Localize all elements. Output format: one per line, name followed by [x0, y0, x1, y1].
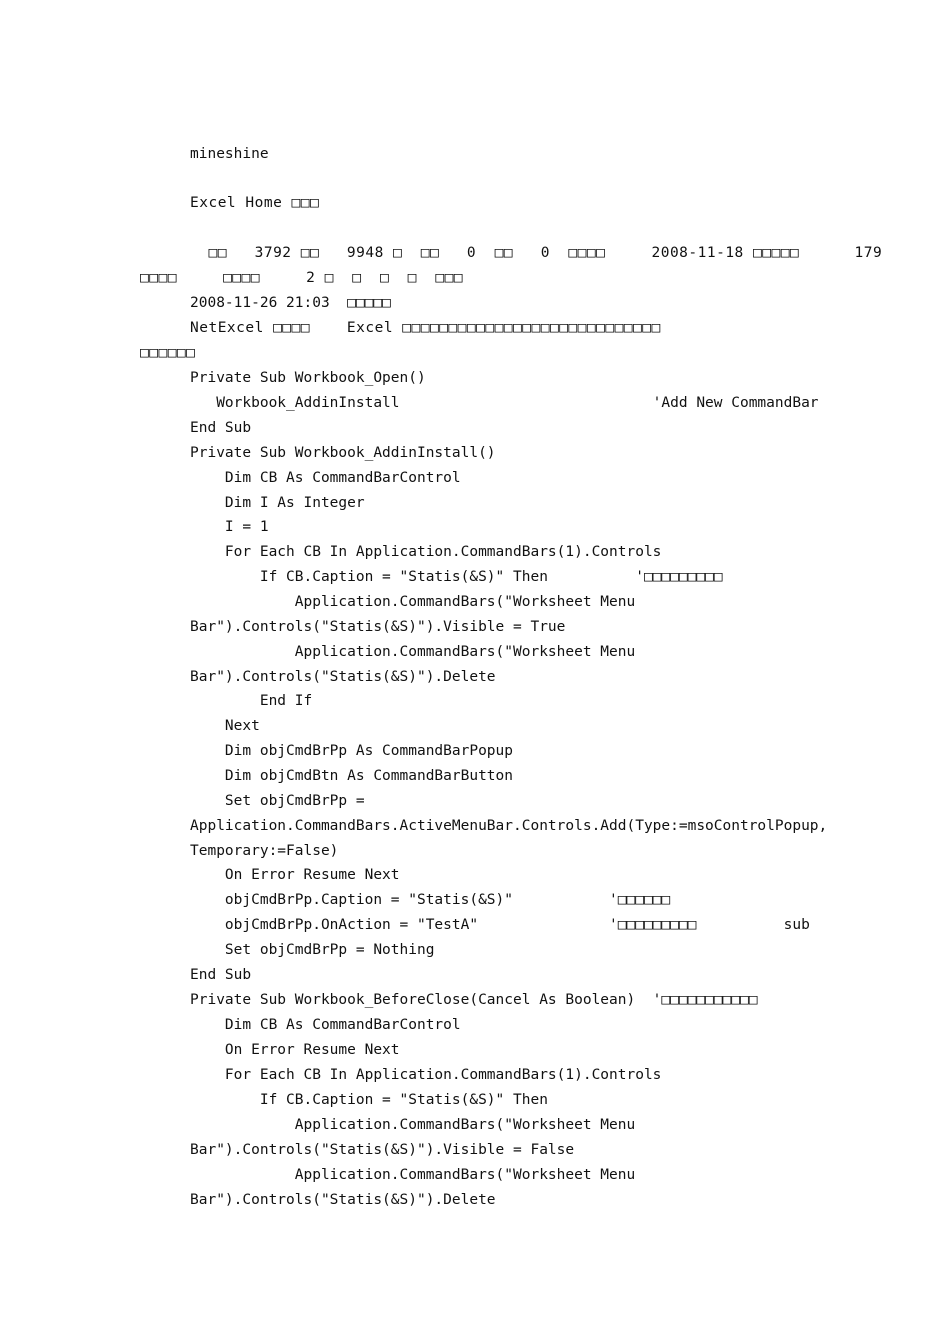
- code-line: Bar").Controls("Statis(&S)").Visible = True: [190, 619, 566, 635]
- code-line: Set objCmdBrPp =: [190, 793, 365, 809]
- code-line: Dim I As Integer: [190, 495, 365, 511]
- code-line: For Each CB In Application.CommandBars(1).Controls: [190, 544, 662, 560]
- post-timestamp: 2008-11-26 21:03 □□□□□: [190, 295, 391, 311]
- code-line: Bar").Controls("Statis(&S)").Delete: [190, 1192, 496, 1208]
- code-line: Dim CB As CommandBarControl: [190, 1017, 461, 1033]
- code-line: Private Sub Workbook_Open(): [190, 370, 426, 386]
- user-stats-line-1: □□ 3792 □□ 9948 □ □□ 0 □□ 0 □□□□ 2008-11-18 □□□□□ 179: [190, 245, 883, 261]
- code-line: Bar").Controls("Statis(&S)").Visible = False: [190, 1142, 575, 1158]
- code-line: Application.CommandBars("Worksheet Menu: [190, 1167, 636, 1183]
- code-line: Dim objCmdBtn As CommandBarButton: [190, 768, 514, 784]
- code-line: Application.CommandBars.ActiveMenuBar.Controls.Add(Type:=msoControlPopup,: [190, 818, 828, 834]
- code-line: If CB.Caption = "Statis(&S)" Then: [190, 1092, 548, 1108]
- code-line: Bar").Controls("Statis(&S)").Delete: [190, 669, 496, 685]
- code-line: For Each CB In Application.CommandBars(1).Controls: [190, 1067, 662, 1083]
- code-line: Dim objCmdBrPp As CommandBarPopup: [190, 743, 514, 759]
- code-line: End Sub: [190, 420, 252, 436]
- forum-name: Excel Home □□□: [190, 195, 320, 211]
- code-line: If CB.Caption = "Statis(&S)" Then '□□□□□□□□□: [190, 569, 723, 585]
- code-line: End If: [190, 693, 313, 709]
- code-line: Set objCmdBrPp = Nothing: [190, 942, 435, 958]
- author-name: mineshine: [190, 146, 269, 162]
- code-line: Workbook_AddinInstall 'Add New CommandBar: [190, 395, 819, 411]
- code-line: Application.CommandBars("Worksheet Menu: [190, 1117, 636, 1133]
- code-line: objCmdBrPp.Caption = "Statis(&S)" '□□□□□□: [190, 892, 671, 908]
- code-line: On Error Resume Next: [190, 867, 400, 883]
- intro-line-1: NetExcel □□□□ Excel □□□□□□□□□□□□□□□□□□□□□□□□□□□□: [190, 320, 661, 336]
- code-line: On Error Resume Next: [190, 1042, 400, 1058]
- code-line: Private Sub Workbook_AddinInstall(): [190, 445, 496, 461]
- code-line: Private Sub Workbook_BeforeClose(Cancel As Boolean) '□□□□□□□□□□□: [190, 992, 758, 1008]
- code-line: Dim CB As CommandBarControl: [190, 470, 461, 486]
- code-line: End Sub: [190, 967, 252, 983]
- code-line: Temporary:=False): [190, 843, 339, 859]
- intro-line-2: □□□□□□: [140, 345, 196, 361]
- code-line: Application.CommandBars("Worksheet Menu: [190, 594, 636, 610]
- code-line: objCmdBrPp.OnAction = "TestA" '□□□□□□□□□ sub: [190, 917, 810, 933]
- code-line: I = 1: [190, 519, 269, 535]
- code-line: Application.CommandBars("Worksheet Menu: [190, 644, 636, 660]
- user-stats-line-2: □□□□ □□□□ 2 □ □ □ □ □□□: [140, 270, 464, 286]
- code-line: Next: [190, 718, 260, 734]
